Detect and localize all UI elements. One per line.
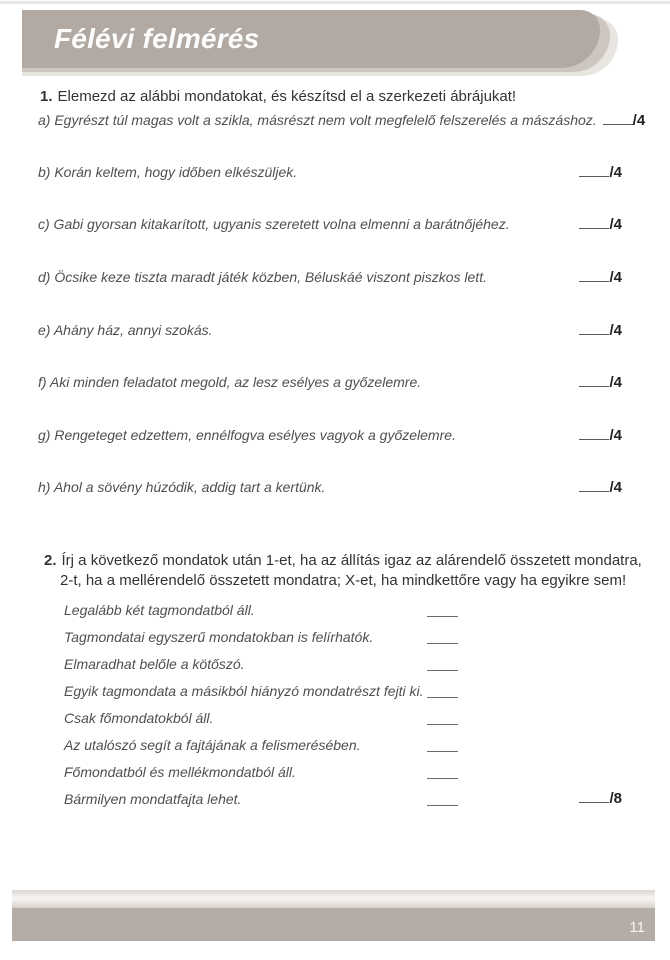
q1-item-f-score-group [579, 375, 622, 390]
score-blank-line [579, 176, 609, 177]
question-2-number: 2. [44, 552, 57, 569]
score-blank-line [579, 439, 609, 440]
q1-item-a-score-group [603, 113, 646, 128]
q1-item-g [38, 427, 622, 443]
q1-item-b-score-group [579, 165, 622, 180]
top-edge-line [0, 1, 670, 4]
question-1-heading [40, 88, 516, 105]
q1-item-d-score-group [579, 270, 622, 285]
q2-statement-7: Főmondatból és mellékmondatból áll. [64, 764, 296, 780]
q2-statement-6: Az utalószó segít a fajtájának a felismerésében. [64, 737, 361, 753]
answer-blank-line [427, 751, 458, 752]
score-blank-line [579, 491, 609, 492]
page-title: Félévi felmérés [54, 23, 260, 54]
score-max-label: /4 [609, 427, 622, 444]
q2-statement-2: Tagmondatai egyszerű mondatokban is felírhatók. [64, 629, 374, 645]
q1-item-b-text: b) Korán keltem, hogy időben elkészüljek. [38, 164, 298, 180]
q1-item-f-text: f) Aki minden feladatot megold, az lesz esélyes a győzelemre. [38, 374, 422, 390]
question-2-heading [44, 552, 642, 569]
answer-blank-line [427, 724, 458, 725]
q1-item-a-text: a) Egyrészt túl magas volt a szikla, másrészt nem volt megfelelő felszerelés a mászáshoz. [38, 112, 597, 128]
score-max-label: /4 [632, 112, 646, 129]
question-2-instruction-line2: 2-t, ha a mellérendelő összetett mondatra; X-et, ha mindkettőre vagy ha egyikre sem! [60, 572, 627, 589]
question-2-instruction-line1: Írj a következő mondatok után 1-et, ha az állítás igaz az alárendelő összetett mondatra, [61, 552, 642, 569]
answer-blank-line [427, 697, 458, 698]
q1-item-d-text: d) Öcsike keze tiszta maradt játék közben, Béluskáé viszont piszkos lett. [38, 269, 487, 285]
answer-blank-line [427, 616, 458, 617]
q1-item-e-score-group [579, 323, 622, 338]
q1-item-c [38, 216, 622, 232]
score-max-label: /4 [609, 216, 622, 233]
score-blank-line [579, 334, 609, 335]
q1-item-h [38, 479, 622, 495]
q1-item-d [38, 269, 622, 285]
footer-bar [12, 908, 655, 941]
q1-item-g-text: g) Rengeteget edzettem, ennélfogva esélyes vagyok a győzelemre. [38, 427, 456, 443]
question-1-number: 1. [40, 88, 53, 105]
answer-blank-line [427, 805, 458, 806]
answer-blank-line [427, 643, 458, 644]
score-blank-line [603, 124, 633, 125]
q2-statement-1: Legalább két tagmondatból áll. [64, 602, 255, 618]
footer-gradient-strip [12, 890, 655, 908]
score-blank-line [579, 281, 609, 282]
score-max-label: /8 [609, 790, 622, 807]
q1-item-b [38, 164, 622, 180]
score-max-label: /4 [609, 374, 622, 391]
q1-item-g-score-group [579, 428, 622, 443]
question-1-instruction: Elemezd az alábbi mondatokat, és készítsd el a szerkezeti ábrájukat! [57, 88, 517, 105]
header-banner [22, 10, 600, 68]
q2-statement-5: Csak főmondatokból áll. [64, 710, 214, 726]
q1-item-e [38, 322, 622, 338]
q1-item-e-text: e) Ahány ház, annyi szokás. [38, 322, 213, 338]
score-max-label: /4 [609, 322, 622, 339]
q2-statement-4: Egyik tagmondata a másikból hiányzó mondatrészt fejti ki. [64, 683, 424, 699]
q1-item-h-text: h) Ahol a sövény húzódik, addig tart a kertünk. [38, 479, 326, 495]
score-max-label: /4 [609, 164, 622, 181]
score-blank-line [579, 386, 609, 387]
score-max-label: /4 [609, 479, 622, 496]
q1-item-c-score-group [579, 217, 622, 232]
q2-statement-8: Bármilyen mondatfajta lehet. [64, 791, 242, 807]
q2-statement-3: Elmaradhat belőle a kötőszó. [64, 656, 245, 672]
score-max-label: /4 [609, 269, 622, 286]
score-blank-line [579, 228, 609, 229]
q1-item-f [38, 374, 622, 390]
q2-score-group [579, 791, 622, 806]
page-number: 11 [629, 919, 645, 936]
answer-blank-line [427, 778, 458, 779]
answer-blank-line [427, 670, 458, 671]
q1-item-a [38, 112, 646, 129]
q1-item-h-score-group [579, 480, 622, 495]
score-blank-line [579, 802, 609, 803]
q1-item-c-text: c) Gabi gyorsan kitakarított, ugyanis szeretett volna elmenni a barátnőjéhez. [38, 216, 510, 232]
